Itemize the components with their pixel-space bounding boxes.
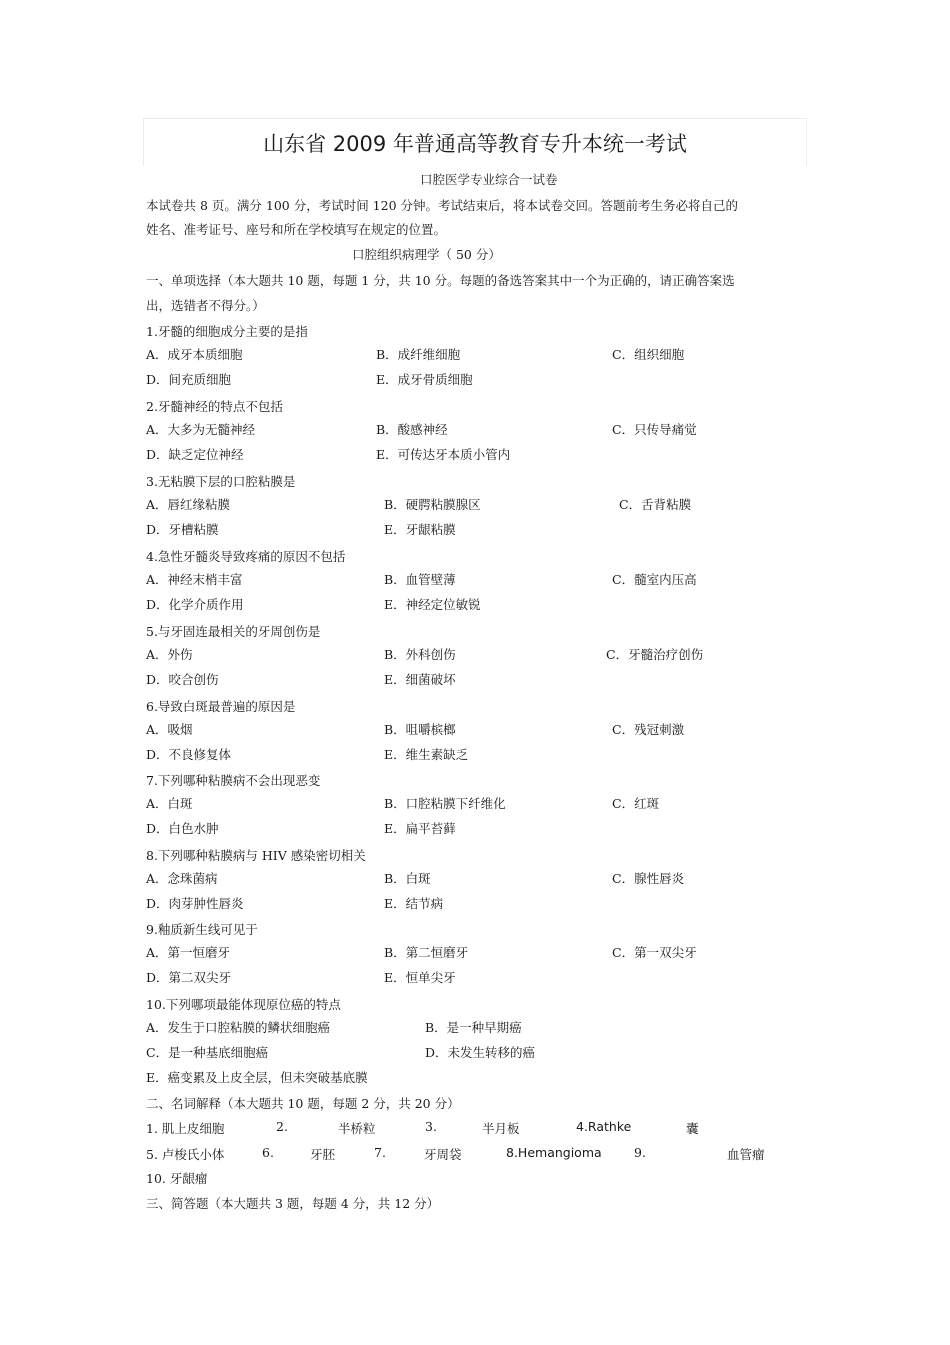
option-a: A．成牙本质细胞 [146,347,243,362]
option-c: C．红斑 [612,796,660,811]
option-a: A．第一恒磨牙 [146,945,231,960]
question-stem: 7.下列哪种粘膜病不会出现恶变 [146,773,321,788]
option-c: C．牙髓治疗创伤 [606,647,704,662]
part2-heading: 二、名词解释（本大题共 10 题，每题 2 分，共 20 分） [146,1096,460,1111]
option-d: D．第二双尖牙 [146,970,232,985]
option-a: A．唇红缘粘膜 [146,497,231,512]
intro-line-1: 本试卷共 8 页。满分 100 分，考试时间 120 分钟。考试结束后，将本试卷交回。答题前考生务必将自己的 [146,198,739,213]
option-e: E．细菌破坏 [384,672,456,687]
question-stem: 4.急性牙髓炎导致疼痛的原因不包括 [146,549,346,564]
term-number: 7. [374,1145,386,1160]
option-a: A．念珠菌病 [146,871,218,886]
option-b: B．酸感神经 [376,422,448,437]
option-d: D．未发生转移的癌 [425,1045,536,1060]
option-d: D．白色水肿 [146,821,219,836]
option-e: E．成牙骨质细胞 [376,372,473,387]
option-c: C．组织细胞 [612,347,685,362]
option-a: A．大多为无髓神经 [146,422,256,437]
exam-subtitle: 口腔医学专业综合一试卷 [420,172,558,187]
question-stem: 9.釉质新生线可见于 [146,922,258,937]
option-c: C．是一种基底细胞癌 [146,1045,269,1060]
option-d: D．不良修复体 [146,747,232,762]
option-c: C．只传导痛觉 [612,422,697,437]
option-d: D．咬合创伤 [146,672,219,687]
option-e: E．维生素缺乏 [384,747,469,762]
option-b: B．白斑 [384,871,431,886]
option-e: E．可传达牙本质小管内 [376,447,511,462]
option-a: A．白斑 [146,796,193,811]
term-item: 4.Rathke [576,1119,632,1134]
option-a: A．外伤 [146,647,193,662]
term-item: 8.Hemangioma [506,1145,602,1160]
term-number: 9. [634,1145,646,1160]
term-item: 1. 肌上皮细胞 [146,1121,225,1136]
option-b: B．口腔粘膜下纤维化 [384,796,506,811]
option-b: B．是一种早期癌 [425,1020,522,1035]
subject-heading: 口腔组织病理学（ 50 分） [352,247,501,262]
option-e: E．神经定位敏锐 [384,597,481,612]
option-b: B．硬腭粘膜腺区 [384,497,481,512]
option-d: D．牙槽粘膜 [146,522,219,537]
option-b: B．第二恒磨牙 [384,945,469,960]
option-b: B．咀嚼槟榔 [384,722,456,737]
page-title: 山东省 2009 年普通高等教育专升本统一考试 [263,132,687,156]
term-number: 2. [276,1119,288,1134]
term-number: 3. [425,1119,437,1134]
option-e: E．恒单尖牙 [384,970,456,985]
option-d: D．缺乏定位神经 [146,447,244,462]
option-e: E．牙龈粘膜 [384,522,456,537]
option-d: D．化学介质作用 [146,597,244,612]
option-a: A．神经末梢丰富 [146,572,243,587]
term-item: 牙周袋 [424,1147,462,1162]
part1-line-2: 出，选错者不得分。） [146,298,265,313]
option-b: B．外科创伤 [384,647,456,662]
option-e: E．结节病 [384,896,444,911]
option-c: C．残冠刺激 [612,722,685,737]
term-item: 囊 [686,1121,699,1136]
question-stem: 5.与牙固连最相关的牙周创伤是 [146,624,321,639]
option-b: B．成纤维细胞 [376,347,461,362]
option-d: D．肉芽肿性唇炎 [146,896,244,911]
option-a: A．发生于口腔粘膜的鳞状细胞癌 [146,1020,331,1035]
intro-line-2: 姓名、准考证号、座号和所在学校填写在规定的位置。 [146,222,447,237]
part1-line-1: 一、单项选择（本大题共 10 题，每题 1 分，共 10 分。每题的备选答案其中一个为正确的，请正确答案选 [146,273,735,288]
term-item: 牙胚 [310,1147,336,1162]
term-item: 5. 卢梭氏小体 [146,1147,225,1162]
option-c: C．腺性唇炎 [612,871,685,886]
term-item: 10. 牙龈瘤 [146,1171,208,1186]
part3-heading: 三、简答题（本大题共 3 题，每题 4 分，共 12 分） [146,1196,440,1211]
option-c: C．髓室内压高 [612,572,697,587]
option-a: A．吸烟 [146,722,193,737]
question-stem: 3.无粘膜下层的口腔粘膜是 [146,474,296,489]
option-e: E．癌变累及上皮全层，但未突破基底膜 [146,1070,368,1085]
question-stem: 10.下列哪项最能体现原位癌的特点 [146,997,341,1012]
option-c: C．舌背粘膜 [619,497,692,512]
option-d: D．间充质细胞 [146,372,232,387]
option-b: B．血管壁薄 [384,572,456,587]
question-stem: 8.下列哪种粘膜病与 HIV 感染密切相关 [146,848,366,863]
term-item: 半月板 [482,1121,520,1136]
option-e: E．扁平苔藓 [384,821,456,836]
term-number: 6. [262,1145,274,1160]
question-stem: 2.牙髓神经的特点不包括 [146,399,283,414]
term-item: 血管瘤 [727,1147,765,1162]
question-stem: 6.导致白斑最普遍的原因是 [146,699,296,714]
question-stem: 1.牙髓的细胞成分主要的是指 [146,324,308,339]
term-item: 半桥粒 [338,1121,376,1136]
option-c: C．第一双尖牙 [612,945,697,960]
